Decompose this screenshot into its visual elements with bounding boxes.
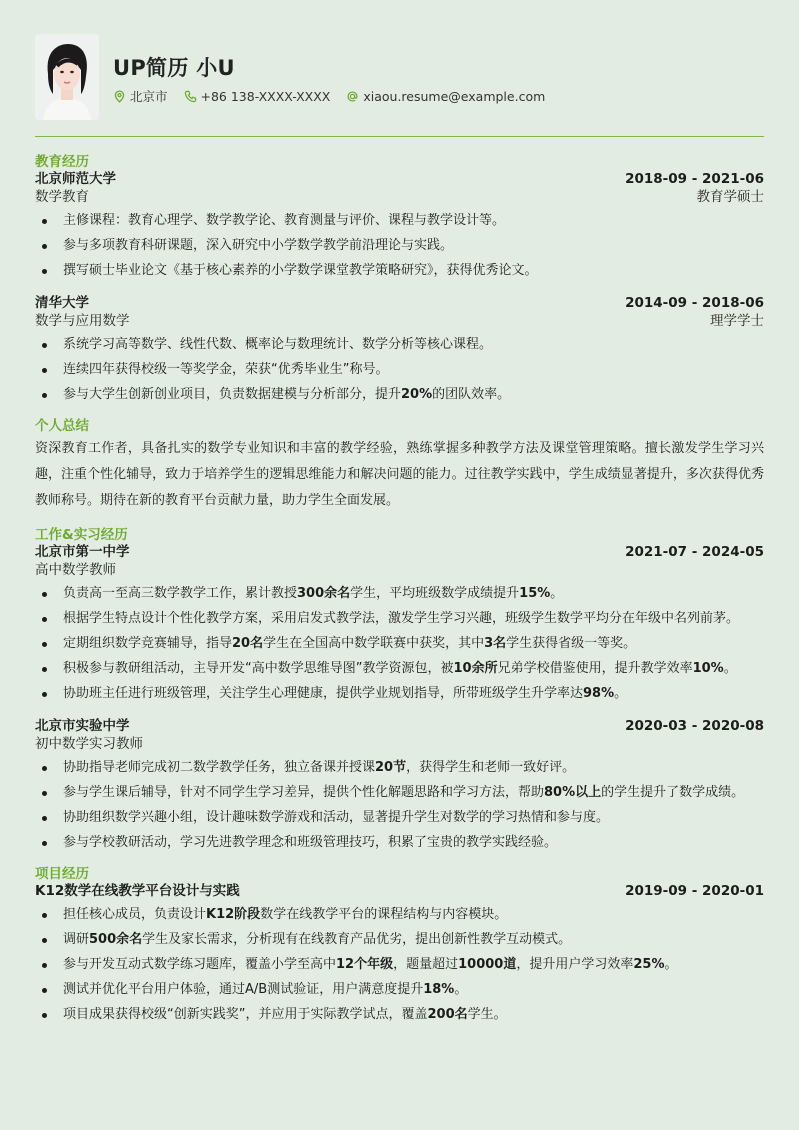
item-text: 系统学习高等数学、线性代数、概率论与数理统计、数学分析等核心课程。 [63, 337, 493, 352]
item-text: 撰写硕士毕业论文《基于核心素养的小学数学课堂教学策略研究》，获得优秀论文。 [63, 263, 538, 278]
entry-header [35, 717, 764, 735]
item-text: 负责高一至高三数学教学工作，累计教授 [63, 586, 298, 601]
entry-subheader [35, 735, 764, 753]
education-entry [35, 294, 764, 405]
highlight-text: 98% [583, 686, 615, 701]
phone-text: +86 138-XXXX-XXXX [200, 89, 331, 104]
bullet-list [35, 584, 764, 704]
role: 初中数学实习教师 [35, 736, 143, 752]
list-item [35, 808, 764, 828]
contact-phone [184, 89, 331, 104]
item-text: 学生获得省级一等奖。 [506, 636, 637, 651]
entry-subheader [35, 188, 764, 206]
highlight-text: 3名 [484, 636, 507, 651]
highlight-text: 20名 [232, 636, 264, 651]
list-item [35, 684, 764, 704]
school-name: 北京师范大学 [35, 171, 116, 187]
major: 数学与应用数学 [35, 313, 130, 329]
list-item [35, 930, 764, 950]
item-text: 根据学生特点设计个性化教学方案，采用启发式教学法，激发学生学习兴趣，班级学生数学平均分在年级中名列前茅。 [63, 611, 740, 626]
degree: 教育学硕士 [696, 189, 764, 205]
work-entry [35, 543, 764, 704]
entry-dates: 2019-09 - 2020-01 [625, 883, 764, 899]
school-name: 清华大学 [35, 295, 89, 311]
bullet-list [35, 905, 764, 1025]
item-text: 连续四年获得校级一等奖学金，荣获“优秀毕业生”称号。 [63, 362, 389, 377]
list-item [35, 584, 764, 604]
location-text: 北京市 [130, 89, 168, 104]
highlight-text: K12阶段 [206, 907, 261, 922]
education-entry [35, 170, 764, 281]
education-section [35, 154, 764, 405]
section-title-summary: 个人总结 [35, 418, 89, 434]
highlight-text: 10000道 [458, 957, 517, 972]
item-text: 的团队效率。 [432, 387, 511, 402]
work-entry [35, 717, 764, 853]
list-item [35, 659, 764, 679]
at-sign-icon [346, 90, 359, 103]
list-item [35, 758, 764, 778]
bullet-list [35, 758, 764, 853]
list-item [35, 833, 764, 853]
project-name: K12数学在线教学平台设计与实践 [35, 883, 240, 899]
item-text: 协助班主任进行班级管理，关注学生心理健康，提供学业规划指导，所带班级学生升学率达 [63, 686, 584, 701]
item-text: 担任核心成员，负责设计 [63, 907, 207, 922]
highlight-text: 10余所 [453, 661, 498, 676]
degree: 理学学士 [710, 313, 764, 329]
list-item [35, 634, 764, 654]
item-text: 调研 [63, 932, 90, 947]
item-text: 学生，平均班级数学成绩提升 [350, 586, 520, 601]
summary-section [35, 418, 764, 514]
item-text: 测试并优化平台用户体验，通过A/B测试验证，用户满意度提升 [63, 982, 424, 997]
highlight-text: 15% [519, 586, 551, 601]
highlight-text: 80%以上 [544, 785, 602, 800]
entry-subheader [35, 312, 764, 330]
phone-icon [184, 90, 197, 103]
item-text: 参与开发互动式数学练习题库，覆盖小学至高中 [63, 957, 337, 972]
avatar [35, 34, 99, 120]
list-item [35, 609, 764, 629]
organization-name: 北京市第一中学 [35, 544, 130, 560]
contact-location [113, 87, 168, 105]
location-pin-icon [113, 90, 126, 103]
work-section [35, 527, 764, 853]
highlight-text: 25% [633, 957, 665, 972]
highlight-text: 300余名 [297, 586, 351, 601]
section-title-education: 教育经历 [35, 154, 89, 170]
highlight-text: 20节 [375, 760, 407, 775]
role: 高中数学教师 [35, 562, 116, 578]
entry-header [35, 294, 764, 312]
organization-name: 北京市实验中学 [35, 718, 130, 734]
section-title-work: 工作&实习经历 [35, 527, 128, 543]
item-text: 。 [550, 586, 564, 601]
section-title-projects: 项目经历 [35, 866, 89, 882]
list-item [35, 905, 764, 925]
contact-info [113, 87, 557, 105]
item-text: 学生及家长需求，分析现有在线教育产品优劣，提出创新性教学互动模式。 [142, 932, 572, 947]
item-text: ，题量超过 [393, 957, 459, 972]
list-item [35, 385, 764, 405]
item-text: 参与大学生创新创业项目，负责数据建模与分析部分，提升 [63, 387, 402, 402]
entry-dates: 2018-09 - 2021-06 [625, 171, 764, 187]
resume-header [35, 0, 764, 137]
item-text: 定期组织数学竞赛辅导，指导 [63, 636, 233, 651]
list-item [35, 335, 764, 355]
item-text: 。 [614, 686, 628, 701]
item-text: 兄弟学校借鉴使用，提升教学效率 [497, 661, 693, 676]
entry-dates: 2021-07 - 2024-05 [625, 544, 764, 560]
item-text: 项目成果获得校级“创新实践奖”，并应用于实际教学试点，覆盖 [63, 1007, 428, 1022]
list-item [35, 1005, 764, 1025]
entry-header [35, 170, 764, 188]
entry-subheader [35, 561, 764, 579]
highlight-text: 18% [423, 982, 455, 997]
major: 数学教育 [35, 189, 89, 205]
highlight-text: 12个年级 [336, 957, 394, 972]
entry-header [35, 543, 764, 561]
highlight-text: 500余名 [89, 932, 143, 947]
project-entry [35, 882, 764, 1025]
item-text: 数学在线教学平台的课程结构与内容模块。 [260, 907, 508, 922]
item-text: 参与学校教研活动，学习先进教学理念和班级管理技巧，积累了宝贵的教学实践经验。 [63, 835, 558, 850]
bullet-list [35, 335, 764, 405]
item-text: 积极参与教研组活动，主导开发“高中数学思维导图”教学资源包，被 [63, 661, 454, 676]
list-item [35, 980, 764, 1000]
item-text: 参与多项教育科研课题，深入研究中小学数学教学前沿理论与实践。 [63, 238, 454, 253]
highlight-text: 200名 [427, 1007, 468, 1022]
highlight-text: 10% [692, 661, 724, 676]
item-text: 协助指导老师完成初二数学教学任务，独立备课并授课 [63, 760, 376, 775]
list-item [35, 955, 764, 975]
list-item [35, 236, 764, 256]
list-item [35, 261, 764, 281]
item-text: 协助组织数学兴趣小组，设计趣味数学游戏和活动，显著提升学生对数学的学习热情和参与度。 [63, 810, 610, 825]
email-text: xiaou.resume@example.com [363, 89, 546, 104]
item-text: 参与学生课后辅导，针对不同学生学习差异，提供个性化解题思路和学习方法，帮助 [63, 785, 545, 800]
candidate-name: UP简历 小U [113, 56, 235, 80]
project-section [35, 866, 764, 1025]
entry-dates: 2014-09 - 2018-06 [625, 295, 764, 311]
item-text: 的学生提升了数学成绩。 [601, 785, 745, 800]
item-text: 。 [723, 661, 737, 676]
highlight-text: 20% [401, 387, 433, 402]
item-text: 。 [454, 982, 468, 997]
entry-header [35, 882, 764, 900]
item-text: 。 [664, 957, 678, 972]
item-text: ，提升用户学习效率 [516, 957, 634, 972]
list-item [35, 783, 764, 803]
item-text: ，获得学生和老师一致好评。 [406, 760, 576, 775]
list-item [35, 360, 764, 380]
entry-dates: 2020-03 - 2020-08 [625, 718, 764, 734]
summary-text: 资深教育工作者，具备扎实的数学专业知识和丰富的教学经验，熟练掌握多种教学方法及课堂管理策略。擅长激发学生学习兴趣，注重个性化辅导，致力于培养学生的逻辑思维能力和解决问题的能力。过往教学实践中，学生成绩显著提升，多次获得优秀教师称号。期待在新的教育平台贡献力量，助力学生全面发展。 [35, 441, 764, 508]
item-text: 主修课程：教育心理学、数学教学论、教育测量与评价、课程与教学设计等。 [63, 213, 506, 228]
portrait-image [35, 34, 99, 120]
header-divider [35, 136, 764, 137]
item-text: 学生在全国高中数学联赛中获奖，其中 [263, 636, 485, 651]
contact-email [346, 89, 545, 104]
list-item [35, 211, 764, 231]
item-text: 学生。 [467, 1007, 507, 1022]
bullet-list [35, 211, 764, 281]
